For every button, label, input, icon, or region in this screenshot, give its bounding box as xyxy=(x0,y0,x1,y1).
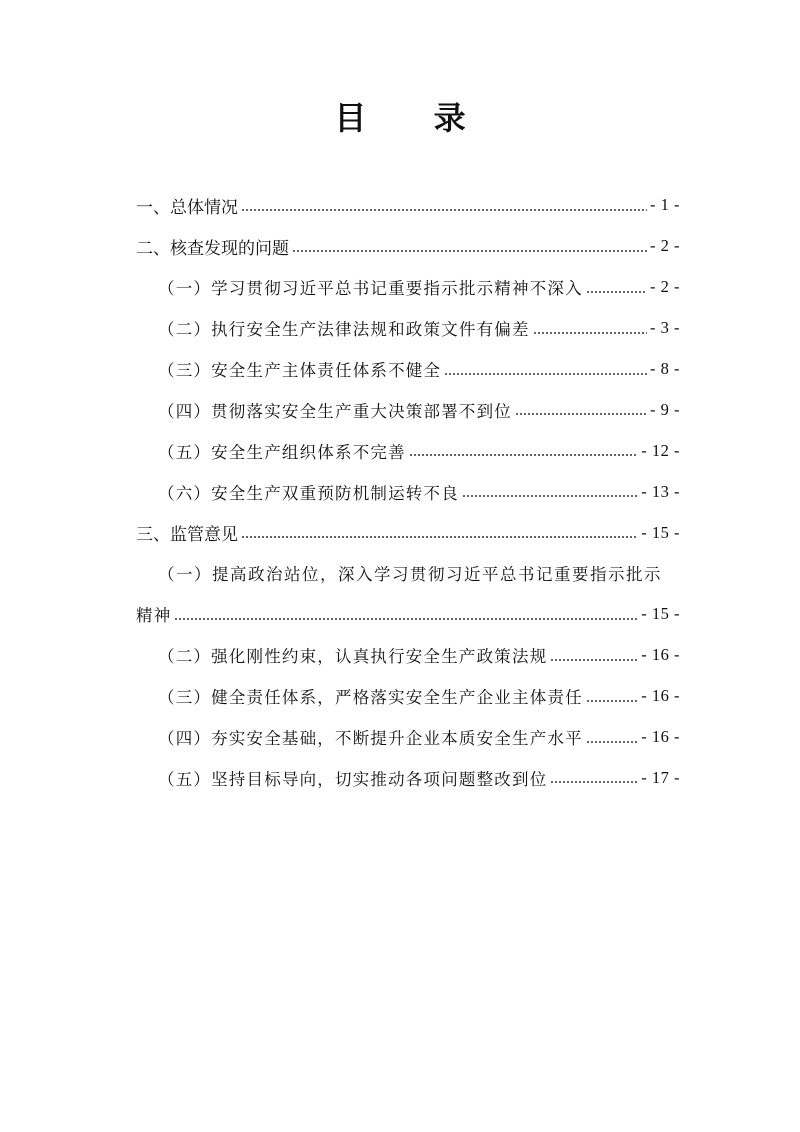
toc-entry-label: （六）安全生产双重预防机制运转不良 xyxy=(158,483,459,503)
page-title: 目 录 xyxy=(334,99,494,137)
dot-leader xyxy=(550,659,638,661)
toc-entry-opinions[interactable] xyxy=(136,512,680,553)
dot-leader xyxy=(586,741,638,743)
table-of-contents xyxy=(136,185,680,798)
dot-leader xyxy=(586,291,647,293)
toc-page-number: - 12 - xyxy=(641,440,680,460)
dot-leader xyxy=(241,536,638,538)
toc-page-number: - 13 - xyxy=(641,481,680,501)
toc-page-number: - 8 - xyxy=(650,359,680,378)
toc-entry-findings-2[interactable] xyxy=(136,308,680,349)
toc-entry-opinions-5[interactable] xyxy=(136,757,680,798)
toc-entry-findings-1[interactable] xyxy=(136,267,680,308)
toc-entry-findings[interactable] xyxy=(136,226,680,267)
toc-entry-label: （二）强化刚性约束，认真执行安全生产政策法规 xyxy=(158,647,548,667)
toc-entry-label: （一）学习贯彻习近平总书记重要指示批示精神不深入 xyxy=(158,279,583,299)
toc-entry-label: （五）安全生产组织体系不完善 xyxy=(158,442,406,462)
toc-entry-opinions-4[interactable] xyxy=(136,717,680,758)
toc-page-number: - 15 - xyxy=(641,604,680,624)
toc-entry-opinions-1-continued[interactable] xyxy=(136,594,680,635)
dot-leader xyxy=(292,250,647,252)
toc-page-number: - 1 - xyxy=(650,195,680,215)
toc-entry-label: （三）安全生产主体责任体系不健全 xyxy=(158,361,442,380)
toc-page-number: - 16 - xyxy=(641,645,680,665)
toc-page-number: - 2 - xyxy=(650,236,680,256)
toc-entry-label: （四）夯实安全基础，不断提升企业本质安全生产水平 xyxy=(158,729,583,749)
toc-page-number: - 17 - xyxy=(641,767,680,787)
toc-entry-label: （五）坚持目标导向，切实推动各项问题整改到位 xyxy=(158,769,548,789)
toc-entry-label: （一）提高政治站位，深入学习贯彻习近平总书记重要指示批示 xyxy=(158,565,662,585)
toc-page-number: - 3 - xyxy=(650,318,680,338)
dot-leader xyxy=(409,454,638,456)
toc-entry-opinions-1[interactable] xyxy=(136,553,680,594)
toc-entry-findings-6[interactable] xyxy=(136,471,680,512)
toc-page-number: - 16 - xyxy=(641,727,680,747)
toc-entry-label: 二、核查发现的问题 xyxy=(136,238,289,259)
dot-leader xyxy=(462,495,638,497)
dot-leader xyxy=(174,618,638,620)
toc-entry-label: （四）贯彻落实安全生产重大决策部署不到位 xyxy=(158,401,512,421)
toc-entry-opinions-3[interactable] xyxy=(136,676,680,717)
toc-entry-label: 三、监管意见 xyxy=(136,525,238,546)
dot-leader xyxy=(533,332,647,334)
toc-entry-label: （三）健全责任体系，严格落实安全生产企业主体责任 xyxy=(158,688,583,708)
dot-leader xyxy=(515,413,647,415)
toc-page-number: - 16 - xyxy=(641,686,680,706)
toc-page-number: - 9 - xyxy=(650,399,680,419)
toc-entry-findings-3[interactable] xyxy=(136,349,680,390)
dot-leader xyxy=(550,781,638,783)
toc-entry-overview[interactable] xyxy=(136,185,680,226)
toc-entry-findings-5[interactable] xyxy=(136,430,680,471)
dot-leader xyxy=(586,700,638,702)
dot-leader xyxy=(241,209,647,211)
dot-leader xyxy=(444,373,647,375)
toc-entry-label-continued: 精神 xyxy=(136,606,172,626)
toc-entry-label: （二）执行安全生产法律法规和政策文件有偏差 xyxy=(158,320,530,340)
toc-entry-findings-4[interactable] xyxy=(136,389,680,430)
toc-entry-opinions-2[interactable] xyxy=(136,635,680,676)
toc-entry-label: 一、总体情况 xyxy=(136,197,238,218)
toc-page-number: - 15 - xyxy=(641,522,680,542)
toc-page-number: - 2 - xyxy=(650,277,680,297)
